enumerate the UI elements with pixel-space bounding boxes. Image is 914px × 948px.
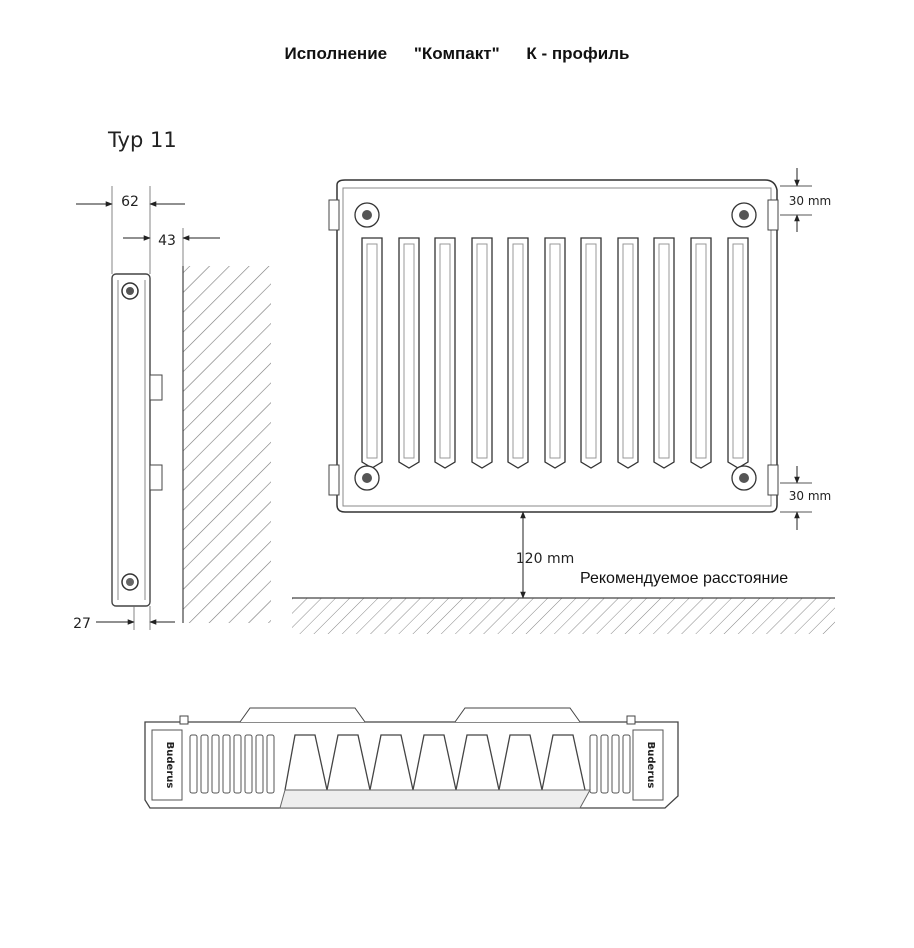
- grille-cover-right: [455, 708, 580, 722]
- connector-top-left-icon: [355, 203, 379, 227]
- connector-bottom-left-icon: [355, 466, 379, 490]
- connector-bottom-right-icon: [732, 466, 756, 490]
- convector-panel: [399, 238, 419, 468]
- grille-slat: [256, 735, 263, 793]
- convector-panel: [362, 238, 382, 468]
- convector-panel: [545, 238, 565, 468]
- grille-cover-left: [240, 708, 365, 722]
- bottom-plate: [280, 790, 590, 808]
- logo-right: Buderus: [645, 741, 656, 789]
- side-view: [73, 186, 271, 632]
- grille-slat: [590, 735, 597, 793]
- bottom-view: [145, 708, 678, 808]
- grille-slat: [623, 735, 630, 793]
- grille-slat: [190, 735, 197, 793]
- connector-top-right-icon: [732, 203, 756, 227]
- front-view: [292, 168, 835, 634]
- wall-bracket: [150, 465, 162, 490]
- convector-panel: [691, 238, 711, 468]
- grille-slat: [267, 735, 274, 793]
- grille-slat: [601, 735, 608, 793]
- title-mode: Исполнение: [284, 44, 388, 63]
- type-label: Typ 11: [108, 128, 177, 152]
- wall-hatch: [183, 266, 271, 623]
- convector-panel: [508, 238, 528, 468]
- dim-floor-distance: 120 mm: [515, 551, 575, 567]
- grille-slat: [212, 735, 219, 793]
- convector-panel: [435, 238, 455, 468]
- convector-panel: [472, 238, 492, 468]
- grille-slat: [245, 735, 252, 793]
- grille-slat: [201, 735, 208, 793]
- grille-slat: [234, 735, 241, 793]
- convector-panel: [618, 238, 638, 468]
- title-profile: К - профиль: [526, 44, 630, 63]
- dim-wall-gap: 43: [158, 233, 176, 249]
- dim-top-connection: 30 mm: [788, 194, 832, 208]
- dim-depth: 62: [121, 194, 139, 210]
- wall-bracket: [150, 375, 162, 400]
- dim-bottom-offset: 27: [73, 616, 91, 632]
- convector-panel: [581, 238, 601, 468]
- convector-panel: [654, 238, 674, 468]
- grille-slat: [612, 735, 619, 793]
- recommendation-text: Рекомендуемое расстояние: [580, 570, 789, 587]
- convector-panel: [728, 238, 748, 468]
- grille-slat: [223, 735, 230, 793]
- logo-left: Buderus: [164, 741, 175, 789]
- title-name: "Компакт": [413, 44, 500, 63]
- floor-hatch: [292, 598, 835, 634]
- dim-bottom-connection: 30 mm: [788, 489, 832, 503]
